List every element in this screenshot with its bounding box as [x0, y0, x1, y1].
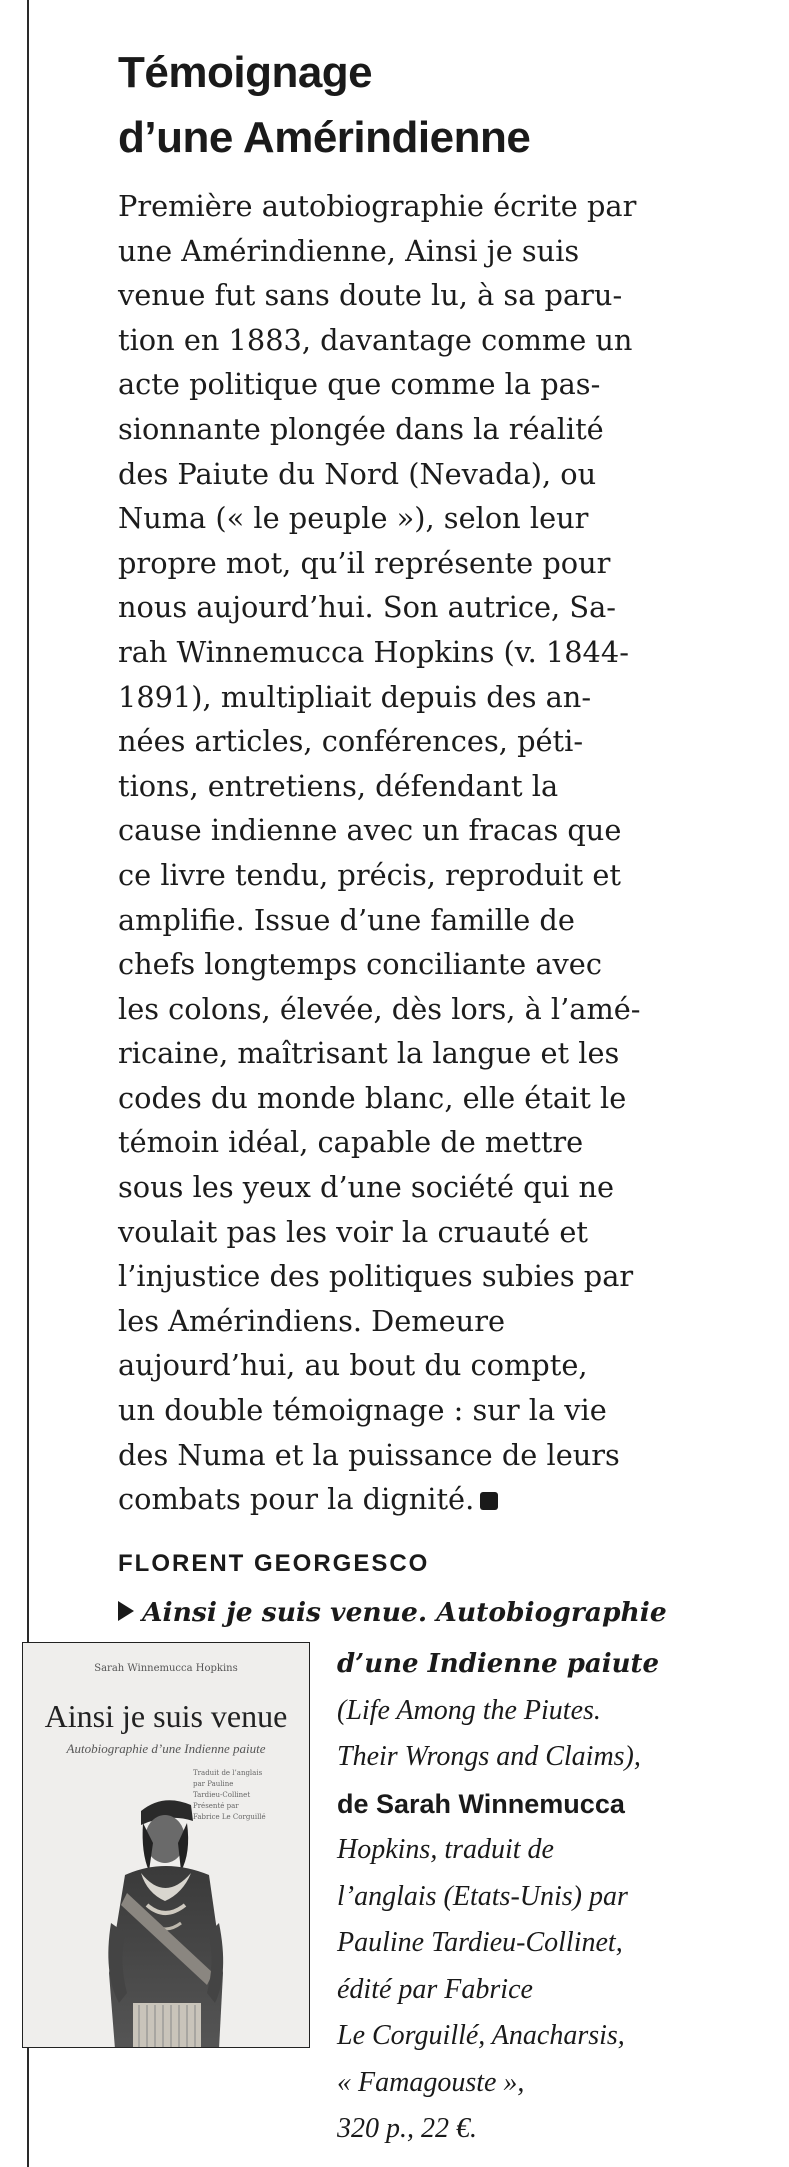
cover-title: Ainsi je suis venue — [44, 1698, 288, 1734]
body-line: nées articles, conférences, péti- — [118, 724, 584, 759]
cover-credit-line: Traduit de l’anglais — [193, 1769, 263, 1777]
body-line: un double témoignage : sur la vie — [118, 1393, 607, 1428]
body-line: l’injustice des politiques subies par — [118, 1259, 634, 1294]
body-line: chefs longtemps conciliante avec — [118, 947, 602, 982]
article-body — [118, 184, 718, 1522]
reference-translator-line: Pauline Tardieu-Collinet, — [337, 1927, 623, 1958]
body-line: rah Winnemucca Hopkins (v. 1844- — [118, 634, 629, 669]
body-line: combats pour la dignité. — [118, 1482, 475, 1517]
reference-publisher-line: Le Corguillé, Anacharsis, — [337, 2020, 625, 2051]
body-line: propre mot, qu’il représente pour — [118, 545, 611, 580]
author-byline: FLORENT GEORGESCO — [118, 1550, 430, 1577]
body-line: Première autobiographie écrite par — [118, 189, 637, 223]
body-line: les colons, élevée, dès lors, à l’amé- — [118, 991, 641, 1026]
headline-line-2: d’une Amérindienne — [118, 113, 531, 162]
cover-credit-line: Fabrice Le Corguillé — [193, 1813, 266, 1821]
body-line: ce livre tendu, précis, reproduit et — [118, 857, 621, 892]
body-line: 1891), multipliait depuis des an- — [118, 679, 592, 714]
body-line: voulait pas les voir la cruauté et — [118, 1214, 588, 1249]
cover-author: Sarah Winnemucca Hopkins — [94, 1663, 238, 1674]
body-line: tions, entretiens, défendant la — [118, 768, 559, 803]
body-line: venue fut sans doute lu, à sa paru- — [118, 278, 623, 313]
body-line: les Amérindiens. Demeure — [118, 1303, 506, 1338]
headline — [118, 40, 718, 170]
cover-credit-line: Présenté par — [193, 1802, 239, 1810]
body-line: codes du monde blanc, elle était le — [118, 1080, 627, 1115]
reference-author-line: de Sarah Winnemucca — [337, 1788, 625, 1819]
reference-original-title-2: Their Wrongs and Claims), — [337, 1741, 641, 1772]
article — [118, 40, 718, 1522]
reference-title-text: Ainsi je suis venue. Autobiographie — [142, 1597, 667, 1628]
reference-details — [337, 1641, 717, 2153]
body-line: sionnante plongée dans la réalité — [118, 411, 604, 446]
headline-line-1: Témoignage — [118, 48, 373, 97]
reference-editor-line: édité par Fabrice — [337, 1973, 533, 2005]
body-line: ricaine, maîtrisant la langue et les — [118, 1036, 620, 1071]
body-line: sous les yeux d’une société qui ne — [118, 1170, 615, 1205]
reference-original-title-1: (Life Among the Piutes. — [337, 1694, 601, 1726]
body-line: acte politique que comme la pas- — [118, 367, 601, 402]
reference-title-line-1 — [118, 1597, 667, 1628]
body-line: nous aujourd’hui. Son autrice, Sa- — [118, 590, 616, 625]
arrow-bullet-icon — [118, 1601, 134, 1621]
cover-credit-line: par Pauline — [193, 1780, 234, 1788]
book-cover-image — [22, 1642, 310, 2048]
body-line: une Amérindienne, Ainsi je suis — [118, 233, 580, 268]
reference-title-line-2: d’une Indienne paiute — [337, 1649, 660, 1679]
body-line: Numa (« le peuple »), selon leur — [118, 501, 589, 536]
reference-translation-line: l’anglais (Etats-Unis) par — [337, 1880, 628, 1912]
body-line: des Paiute du Nord (Nevada), ou — [118, 456, 597, 491]
cover-subtitle: Autobiographie d’une Indienne paiute — [66, 1741, 266, 1756]
body-line: amplifie. Issue d’une famille de — [118, 902, 575, 937]
reference-price-line: 320 p., 22 €. — [337, 2113, 477, 2144]
body-line: des Numa et la puissance de leurs — [118, 1437, 620, 1472]
body-line: témoin idéal, capable de mettre — [118, 1125, 584, 1160]
cover-credit-line: Tardieu-Collinet — [193, 1791, 251, 1799]
reference-collection-line: « Famagouste », — [337, 2066, 525, 2098]
reference-hopkins-line: Hopkins, traduit de — [337, 1834, 554, 1865]
body-line: aujourd’hui, au bout du compte, — [118, 1348, 588, 1383]
body-line: cause indienne avec un fracas que — [118, 813, 622, 848]
end-of-article-icon — [480, 1492, 498, 1510]
cover-credits — [193, 1768, 293, 1823]
body-line: tion en 1883, davantage comme un — [118, 322, 633, 357]
